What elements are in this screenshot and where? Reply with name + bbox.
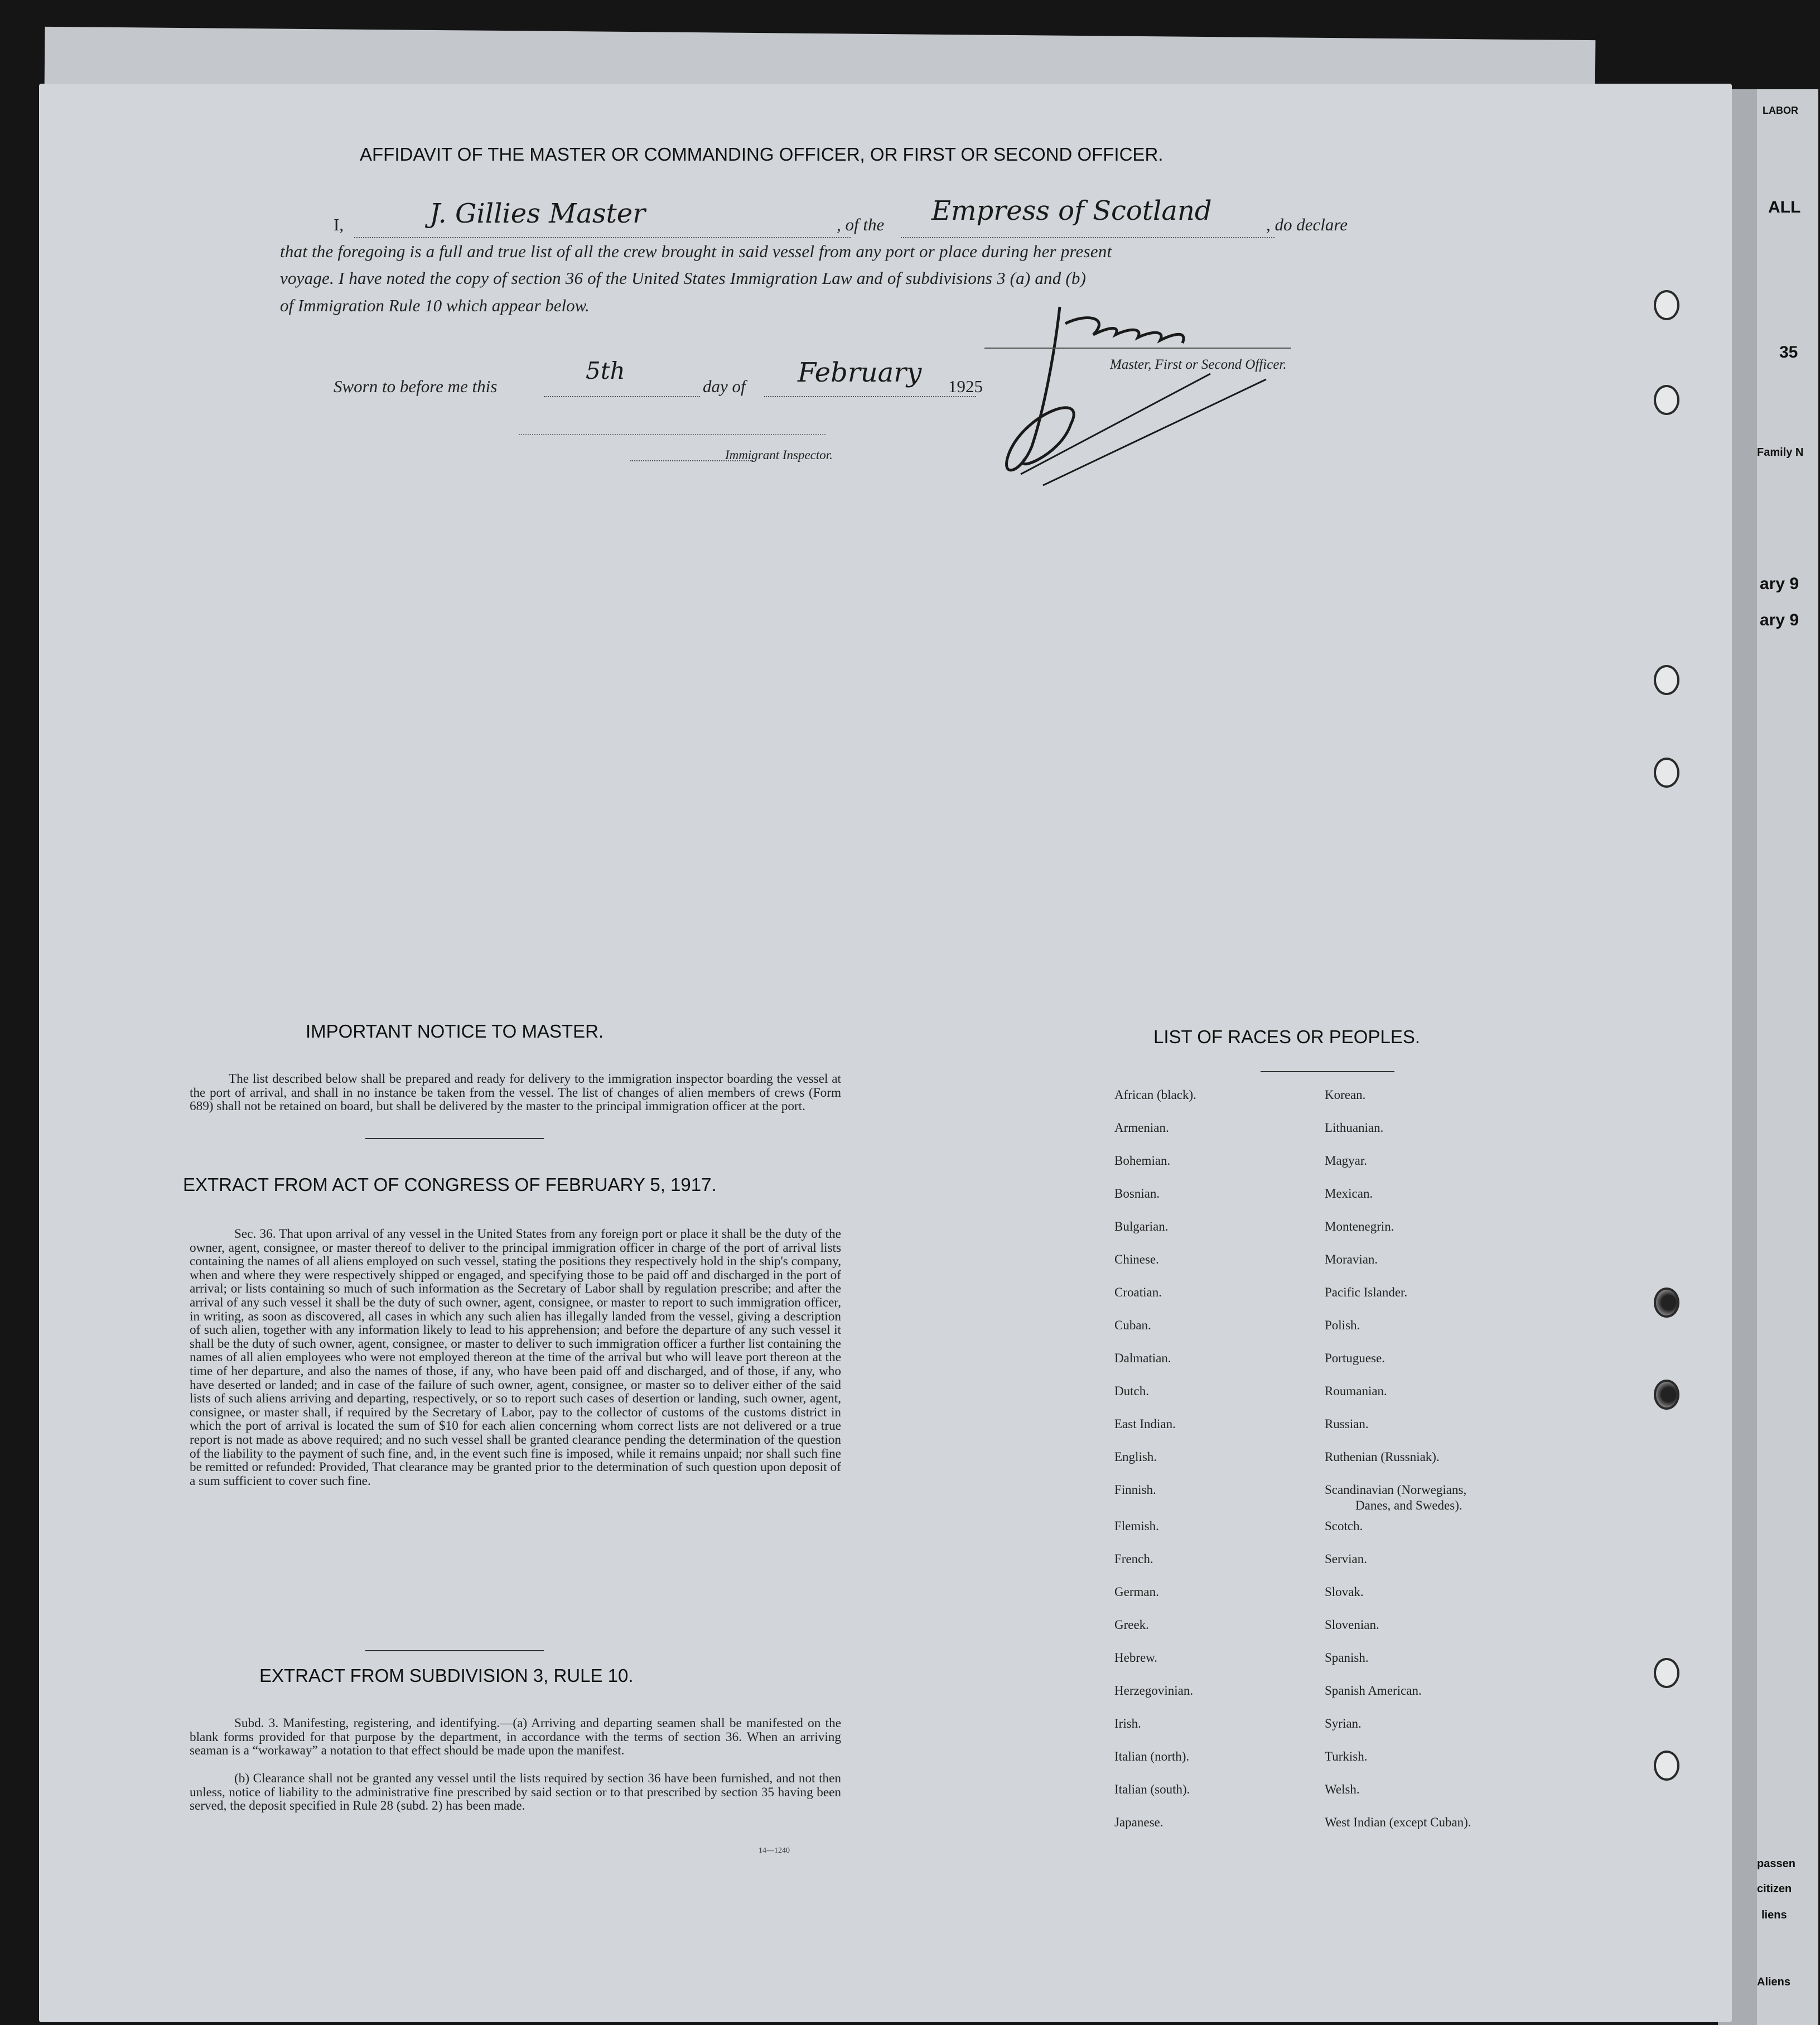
inspector-signature-blank bbox=[519, 434, 825, 435]
race-left-15: French. bbox=[1114, 1552, 1153, 1566]
race-left-22: Italian (south). bbox=[1114, 1782, 1190, 1796]
race-left-23: Japanese. bbox=[1114, 1815, 1164, 1829]
race-left-5: Bulgarian. bbox=[1114, 1219, 1169, 1233]
name-blank bbox=[354, 237, 851, 238]
edge-date-1: ary 9 bbox=[1760, 575, 1799, 593]
race-left-14: Flemish. bbox=[1114, 1519, 1159, 1533]
race-right-18: Spanish. bbox=[1325, 1651, 1369, 1665]
race-right-23: West Indian (except Cuban). bbox=[1325, 1815, 1471, 1829]
affidavit-of-the: , of the bbox=[837, 215, 885, 234]
edge-date-2: ary 9 bbox=[1760, 611, 1799, 629]
race-right-7: Pacific Islander. bbox=[1325, 1285, 1408, 1299]
race-right-2: Lithuanian. bbox=[1325, 1121, 1384, 1135]
affidavit-line-3: voyage. I have noted the copy of section 36 of the United States Immigration Law and of subdivisions 3 (a) and (b) bbox=[280, 268, 1087, 288]
race-left-18: Hebrew. bbox=[1114, 1651, 1158, 1665]
edge-all: ALL bbox=[1768, 198, 1801, 216]
race-left-1: African (black). bbox=[1114, 1088, 1196, 1102]
race-left-12: English. bbox=[1114, 1450, 1157, 1464]
edge-passen: passen bbox=[1757, 1858, 1795, 1870]
race-right-17: Slovenian. bbox=[1325, 1618, 1379, 1632]
race-right-10: Roumanian. bbox=[1325, 1384, 1387, 1398]
act-extract-text: Sec. 36. That upon arrival of any vessel in the United States from any foreign port or place it shall be the duty of the owner, agent, consignee, or master thereof to deliver to the principal immigration officer in charge of the port of arrival lists containing the names of all aliens employed on such vessel, stating the positions they respectively hold in the ship's company, when and where they were respectively shipped or engaged, and specifying those to be paid off and discharged in the port of arrival; or lists containing so much of such information as the Secretary of Labor shall by regulation prescribe; and after the arrival of any such vessel it shall be the duty of such owner, agent, consignee, or master to report to such immigration officer, in writing, as soon as discovered, all cases in which any such alien has illegally landed from the vessel, giving a description of such alien, together with any information likely to lead to his apprehension; and before the departure of any such vessel it shall be the duty of such owner, agent, consignee, or master to deliver to such immigration officer a further list containing the names of all alien employees who were not employed thereon at the time of the arrival but who will leave port thereon at the time of her departure, and also the names of those, if any, who have been paid off and discharged, and of those, if any, who have deserted or landed; and in case of the failure of such owner, agent, consignee, or master so to deliver either of the said lists of such aliens arriving and departing, respectively, or so to report such cases of desertion or landing, such owner, agent, consignee, or master shall, if required by the Secretary of Labor, pay to the collector of customs of the customs district in which the port of arrival is located the sum of $10 for each alien concerning whom correct lists are not delivered or a true report is not made as above required; and no such vessel shall be granted clearance pending the determination of the question of the liability to the payment of such fine, and, in the event such fine is imposed, while it remains unpaid; nor shall such fine be remitted or refunded: Provided, That clearance may be granted prior to the determination of such question upon deposit of a sum sufficient to cover such fine. bbox=[190, 1227, 841, 1488]
race-right-12: Ruthenian (Russniak). bbox=[1325, 1450, 1440, 1464]
affidavit-line-4: of Immigration Rule 10 which appear below. bbox=[280, 296, 590, 315]
month-blank bbox=[764, 396, 976, 397]
affidavit-title: AFFIDAVIT OF THE MASTER OR COMMANDING OFFICER, OR FIRST OR SECOND OFFICER. bbox=[360, 144, 1164, 165]
edge-citizen: citizen bbox=[1757, 1883, 1792, 1895]
race-left-2: Armenian. bbox=[1114, 1121, 1169, 1135]
year-printed: 1925 bbox=[948, 377, 983, 396]
edge-number: 35 bbox=[1779, 343, 1798, 361]
edge-family: Family N bbox=[1757, 446, 1804, 459]
race-right-9: Portuguese. bbox=[1325, 1351, 1385, 1365]
race-right-13-continued: Danes, and Swedes). bbox=[1355, 1498, 1462, 1512]
race-right-13: Scandinavian (Norwegians, bbox=[1325, 1483, 1467, 1497]
form-number: 14—1240 bbox=[759, 1846, 790, 1855]
master-signature bbox=[976, 290, 1311, 502]
signature-line bbox=[984, 348, 1291, 349]
month-handwritten: February bbox=[798, 357, 922, 388]
race-right-20: Syrian. bbox=[1325, 1717, 1362, 1730]
race-left-16: German. bbox=[1114, 1585, 1159, 1599]
notice-text: The list described below shall be prepared and ready for delivery to the immigration inspector boarding the vessel at the port of arrival, and shall in no instance be taken from the vessel. The list of changes of alien members of crews (Form 689) shall not be retained on board, but shall be delivered by the master to the principal immigration officer at the port. bbox=[190, 1072, 841, 1114]
punch-hole-3 bbox=[1654, 665, 1679, 695]
race-right-8: Polish. bbox=[1325, 1318, 1360, 1332]
rule-extract-text-b: (b) Clearance shall not be granted any vessel until the lists required by section 36 have been furnished, and not then unless, notice of liability to the administrative fine prescribed by said section or to that prescribed by section 35 having been served, the deposit specified in Rule 28 (subd. 2) has been made. bbox=[190, 1771, 841, 1814]
race-right-16: Slovak. bbox=[1325, 1585, 1364, 1599]
race-left-4: Bosnian. bbox=[1114, 1187, 1160, 1200]
punch-hole-7 bbox=[1654, 1658, 1679, 1688]
race-left-17: Greek. bbox=[1114, 1618, 1149, 1632]
race-left-6: Chinese. bbox=[1114, 1252, 1159, 1266]
race-right-15: Servian. bbox=[1325, 1552, 1368, 1566]
notice-divider bbox=[365, 1138, 544, 1139]
race-right-6: Moravian. bbox=[1325, 1252, 1378, 1266]
punch-hole-6 bbox=[1654, 1380, 1679, 1410]
rule-extract-text-a: Subd. 3. Manifesting, registering, and identifying.—(a) Arriving and departing seamen shall be manifested on the blank forms provided for that purpose by the department, in accordance with the terms of section 36. When an arriving seaman is a “workaway” a notation to that effect should be made upon the manifest. bbox=[190, 1716, 841, 1758]
act-extract-title: EXTRACT FROM ACT OF CONGRESS OF FEBRUARY 5, 1917. bbox=[183, 1174, 717, 1195]
rule-extract-title: EXTRACT FROM SUBDIVISION 3, RULE 10. bbox=[259, 1665, 634, 1686]
day-blank bbox=[544, 396, 700, 397]
race-left-9: Dalmatian. bbox=[1114, 1351, 1171, 1365]
race-left-3: Bohemian. bbox=[1114, 1154, 1171, 1168]
race-right-11: Russian. bbox=[1325, 1417, 1369, 1431]
race-left-8: Cuban. bbox=[1114, 1318, 1151, 1332]
master-name-handwritten: J. Gillies Master bbox=[429, 198, 646, 229]
race-right-5: Montenegrin. bbox=[1325, 1219, 1394, 1233]
races-title: LIST OF RACES OR PEOPLES. bbox=[1153, 1026, 1421, 1047]
manifest-page bbox=[39, 84, 1732, 2022]
races-divider bbox=[1261, 1071, 1394, 1072]
punch-hole-4 bbox=[1654, 758, 1679, 788]
punch-hole-1 bbox=[1654, 290, 1679, 320]
race-right-22: Welsh. bbox=[1325, 1782, 1360, 1796]
sworn-label: Sworn to before me this bbox=[334, 377, 498, 396]
race-left-21: Italian (north). bbox=[1114, 1749, 1190, 1763]
affidavit-line-2: that the foregoing is a full and true list of all the crew brought in said vessel from any port or place during her present bbox=[280, 242, 1112, 261]
race-left-7: Croatian. bbox=[1114, 1285, 1162, 1299]
race-left-20: Irish. bbox=[1114, 1717, 1141, 1730]
act-divider bbox=[365, 1650, 544, 1651]
race-left-10: Dutch. bbox=[1114, 1384, 1149, 1398]
race-left-19: Herzegovinian. bbox=[1114, 1684, 1194, 1698]
race-right-19: Spanish American. bbox=[1325, 1684, 1422, 1698]
affidavit-declare: , do declare bbox=[1266, 215, 1348, 234]
vessel-name-handwritten: Empress of Scotland bbox=[931, 195, 1212, 226]
race-right-21: Turkish. bbox=[1325, 1749, 1368, 1763]
race-right-4: Mexican. bbox=[1325, 1187, 1373, 1200]
race-right-14: Scotch. bbox=[1325, 1519, 1363, 1533]
notice-title: IMPORTANT NOTICE TO MASTER. bbox=[306, 1021, 604, 1042]
vessel-blank bbox=[901, 237, 1275, 238]
punch-hole-5 bbox=[1654, 1288, 1679, 1318]
race-left-11: East Indian. bbox=[1114, 1417, 1176, 1431]
edge-labor: LABOR bbox=[1763, 105, 1798, 116]
race-left-13: Finnish. bbox=[1114, 1483, 1156, 1497]
affidavit-i: I, bbox=[334, 215, 344, 234]
edge-aliens-2: Aliens bbox=[1757, 1976, 1791, 1988]
adjacent-page-edge bbox=[1718, 89, 1818, 2025]
punch-hole-8 bbox=[1654, 1751, 1679, 1781]
day-of-label: day of bbox=[703, 377, 746, 396]
edge-aliens: liens bbox=[1761, 1909, 1787, 1921]
signature-caption: Master, First or Second Officer. bbox=[1110, 357, 1287, 372]
punch-hole-2 bbox=[1654, 385, 1679, 415]
day-handwritten: 5th bbox=[586, 357, 625, 384]
race-right-1: Korean. bbox=[1325, 1088, 1366, 1102]
inspector-caption: Immigrant Inspector. bbox=[725, 448, 833, 462]
race-right-3: Magyar. bbox=[1325, 1154, 1368, 1168]
